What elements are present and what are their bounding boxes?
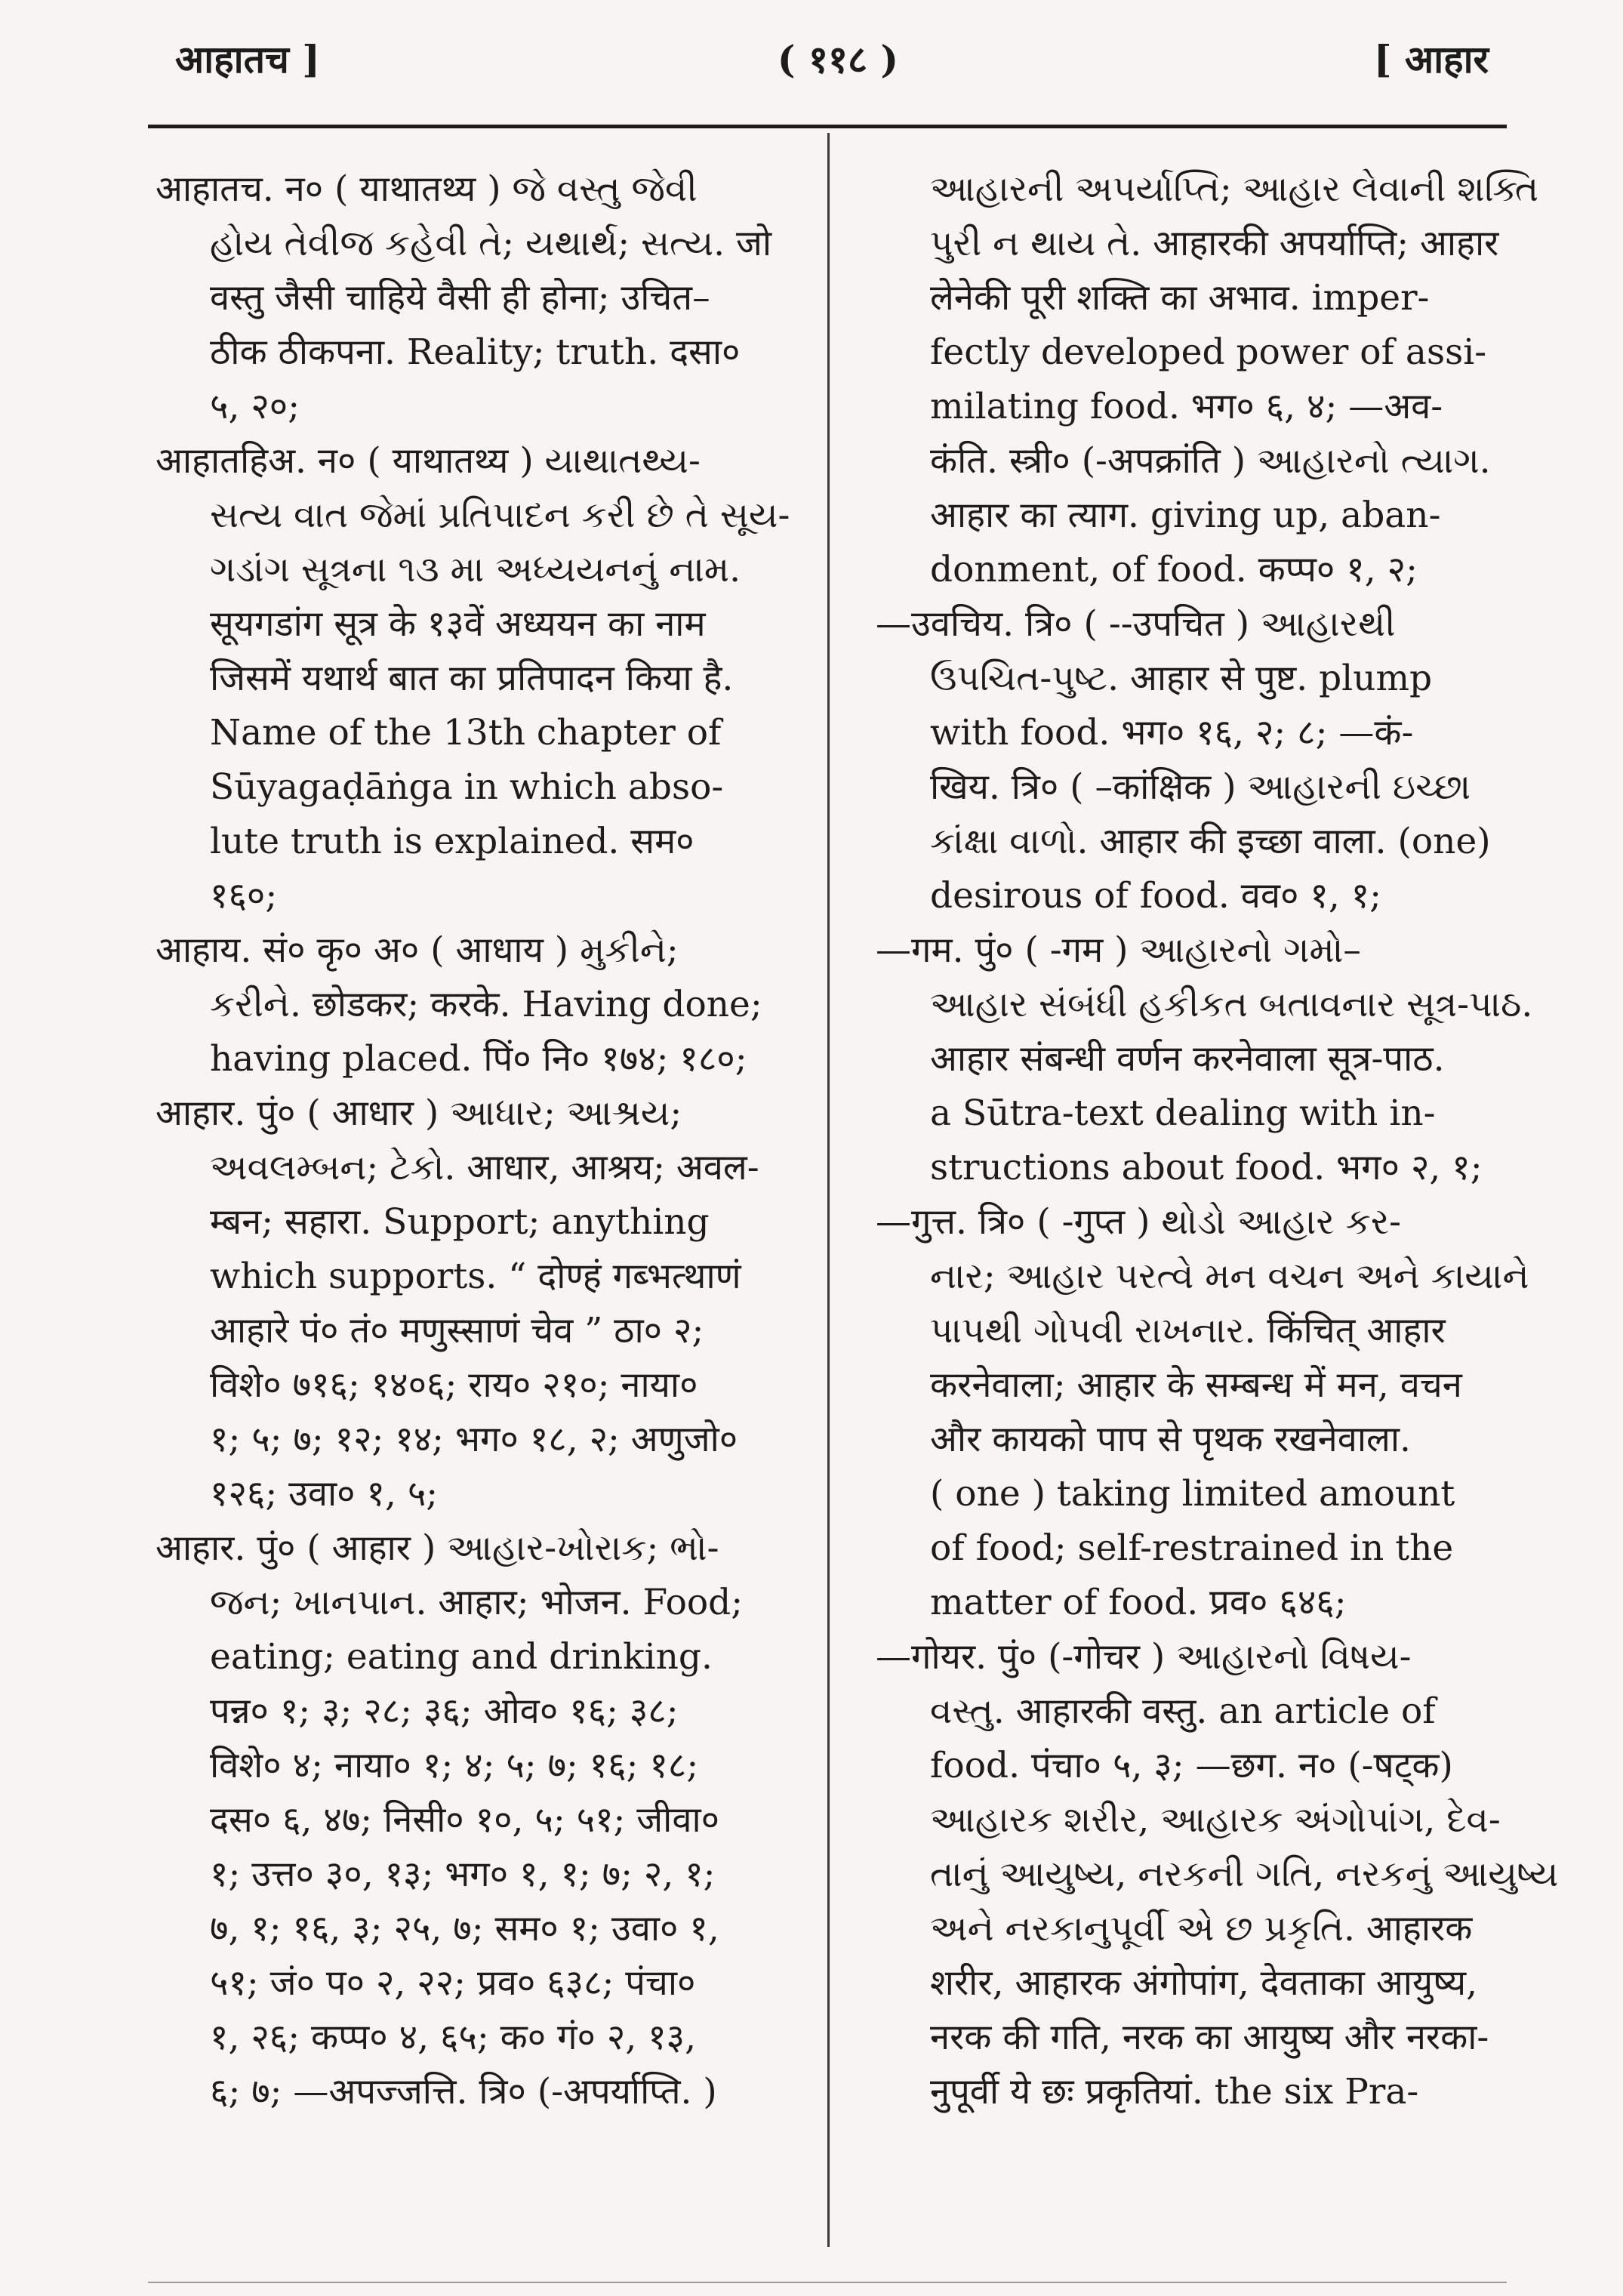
text-line: लेनेकी पूरी शक्ति का अभाव. imper- [930,277,1430,319]
page-number: ( ११८ ) [777,37,899,82]
text-line: a Sūtra-text dealing with in- [930,1093,1436,1134]
text-line: fectly developed power of assi- [930,331,1487,373]
text-line: आहार संबन्धी वर्णन करनेवाला सूत्र-पाठ. [930,1038,1445,1080]
text-line: desirous of food. वव० १, १; [930,875,1381,917]
text-line: जिसमें यथार्थ बात का प्रतिपादन किया है. [210,658,734,699]
text-line: पन्न० १; ३; २८; ३६; ओव० १६; ३८; [210,1690,679,1732]
text-line: of food; self-restrained in the [930,1527,1454,1569]
text-line: food. पंचा० ५, ३; —छग. न० (-षट्क) [930,1745,1453,1786]
text-line: नरक की गति, नरक का आयुष्य और नरका- [930,2017,1489,2058]
text-line: lute truth is explained. सम० [210,821,694,862]
column-divider [827,133,830,2247]
text-line: તાનું આયુષ્ય, નરકની ગતિ, નરકનું આયુષ્ય [930,1854,1559,1895]
text-line: आहातहिअ. न० ( याथातथ्य ) યાથાતથ્ય- [156,440,701,482]
text-line: १; ५; ७; १२; १४; भग० १८, २; अणुजो० [210,1419,738,1460]
left-column [156,162,802,2119]
text-line: ठीक ठीकपना. Reality; truth. दसा० [210,331,741,373]
text-line: कंति. स्त्री० (-अपक्रांति ) આહારનો ત્યાગ. [930,440,1491,482]
header-right-guide-word: [ आहार [1373,37,1489,82]
text-line: ગડાંગ સૂત્રના ૧૩ મા અધ્યયનનું નામ. [210,549,741,590]
text-line: आहातच. न० ( याथातथ्य ) જે વસ્તુ જેવી [156,168,698,210]
text-line: હોય તેવીજ કહેવી તે; યથાર્થ; સત્ય. जो [210,223,772,264]
text-line: १, २६; कप्प० ४, ६५; क० गं० २, १३, [210,2017,697,2058]
text-line: विशे० ४; नाया० १; ४; ५; ७; १६; १८; [210,1745,699,1786]
text-line: ઉપચિત-પુષ્ટ. आहार से पुष्ट. plump [930,658,1433,699]
header-left-guide-word: आहातच ] [175,37,320,82]
text-line: सूयगडांग सूत्र के १३वें अध्ययन का नाम [210,603,706,645]
text-line: खिय. त्रि० ( –कांक्षिक ) આહારની ઇચ્છા [930,766,1471,808]
text-line: આહાર સંબંધી હકીકત બતાવનાર સૂત્ર-પાઠ. [930,984,1533,1025]
text-line: eating; eating and drinking. [210,1636,713,1678]
text-line: —गोयर. पुं० (-गोचर ) આહારનો વિષય- [876,1636,1412,1678]
text-line: કરીને. छोडकर; करके. Having done; [210,984,762,1025]
text-line: दस० ६, ४७; निसी० १०, ५; ५१; जीवा० [210,1799,720,1841]
text-line: नुपूर्वी ये छः प्रकृतियां. the six Pra- [930,2071,1419,2113]
text-line: ७, १; १६, ३; २५, ७; सम० १; उवा० १, [210,1908,719,1949]
text-line: Name of the 13th chapter of [210,712,722,754]
text-line: १२६; उवा० १, ५; [210,1473,439,1515]
text-line: आहार. पुं० ( आधार ) આધાર; આશ્રય; [156,1093,682,1134]
text-line: आहाय. सं० कृ० अ० ( आधाय ) મુકીને; [156,929,679,971]
text-line: નાર; આહાર પરત્વે મન વચન અને કાયાને [930,1256,1529,1297]
text-line: આહારક શરીર, આહારક અંગોપાંગ, દેવ- [930,1799,1501,1841]
text-line: અને નરકાનુપૂર્વી એ છ પ્રકૃતિ. आहारक [930,1908,1473,1949]
header-rule [148,125,1507,128]
text-line: आहार. पुं० ( आहार ) આહાર-ખોરાક; ભો- [156,1527,719,1569]
text-line: પાપથી ગોપવી રાખનાર. किंचित् आहार [930,1310,1446,1351]
text-line: ५१; जं० प० २, २२; प्रव० ६३८; पंचा० [210,1962,696,2004]
text-line: और कायको पाप से पृथक रखनेवाला. [930,1419,1412,1460]
text-line: structions about food. भग० २, १; [930,1147,1483,1188]
text-line: —गम. पुं० ( -गम ) આહારનો ગમો– [876,929,1361,971]
text-line: અવલમ્બન; ટેકો. आधार, आश्रय; अवल- [210,1147,759,1188]
text-line: ( one ) taking limited amount [930,1473,1455,1515]
text-line: milating food. भग० ६, ४; —अव- [930,386,1443,427]
text-line: જન; ખાનપાન. आहार; भोजन. Food; [210,1582,744,1623]
text-line: १; उत्त० ३०, १३; भग० १, १; ७; २, १; [210,1854,716,1895]
text-line: having placed. पिं० नि० १७४; १८०; [210,1038,747,1080]
text-line: आहारे पं० तं० मणुस्साणं चेव ” ठा० २; [210,1310,704,1351]
text-line: —उवचिय. त्रि० ( --उपचित ) આહારથી [876,603,1396,645]
text-line: આહારની અપર્યાપ્તિ; આહાર લેવાની શક્તિ [930,168,1538,210]
text-line: with food. भग० १६, २; ८; —कं- [930,712,1414,754]
text-line: matter of food. प्रव० ६४६; [930,1582,1347,1623]
text-line: donment, of food. कप्प० १, २; [930,549,1418,590]
text-line: वस्तु जैसी चाहिये वैसी ही होना; उचित– [210,277,710,319]
text-line: which supports. “ दोण्हं गब्भत्थाणं [210,1256,741,1297]
text-line: शरीर, आहारक अंगोपांग, देवताका आयुष्य, [930,1962,1478,2004]
text-line: आहार का त्याग. giving up, aban- [930,495,1441,536]
text-line: ६; ७; —अपज्जत्ति. त्रि० (-अपर्याप्ति. ) [210,2071,717,2113]
text-line: ५, २०; [210,386,300,427]
text-line: म्बन; सहारा. Support; anything [210,1201,710,1243]
text-line: સત્ય વાત જેમાં પ્રતિપાદન કરી છે તે સૂય- [210,495,790,536]
text-line: Sūyagaḍāṅga in which abso- [210,766,724,808]
footer-rule [148,2282,1507,2283]
text-line: પુરી ન થાય તે. आहारकी अपर्याप्ति; आहार [930,223,1499,264]
text-line: વસ્તુ. आहारकी वस्तु. an article of [930,1690,1436,1732]
right-column [876,162,1559,2119]
text-line: १६०; [210,875,278,917]
text-line: કાંક્ષા વાળો. आहार की इच्छा वाला. (one) [930,821,1491,862]
text-line: करनेवाला; आहार के सम्बन्ध में मन, वचन [930,1364,1462,1406]
text-line: विशे० ७१६; १४०६; राय० २१०; नाया० [210,1364,698,1406]
text-line: —गुत्त. त्रि० ( -गुप्त ) થોડો આહાર કર- [876,1201,1402,1243]
